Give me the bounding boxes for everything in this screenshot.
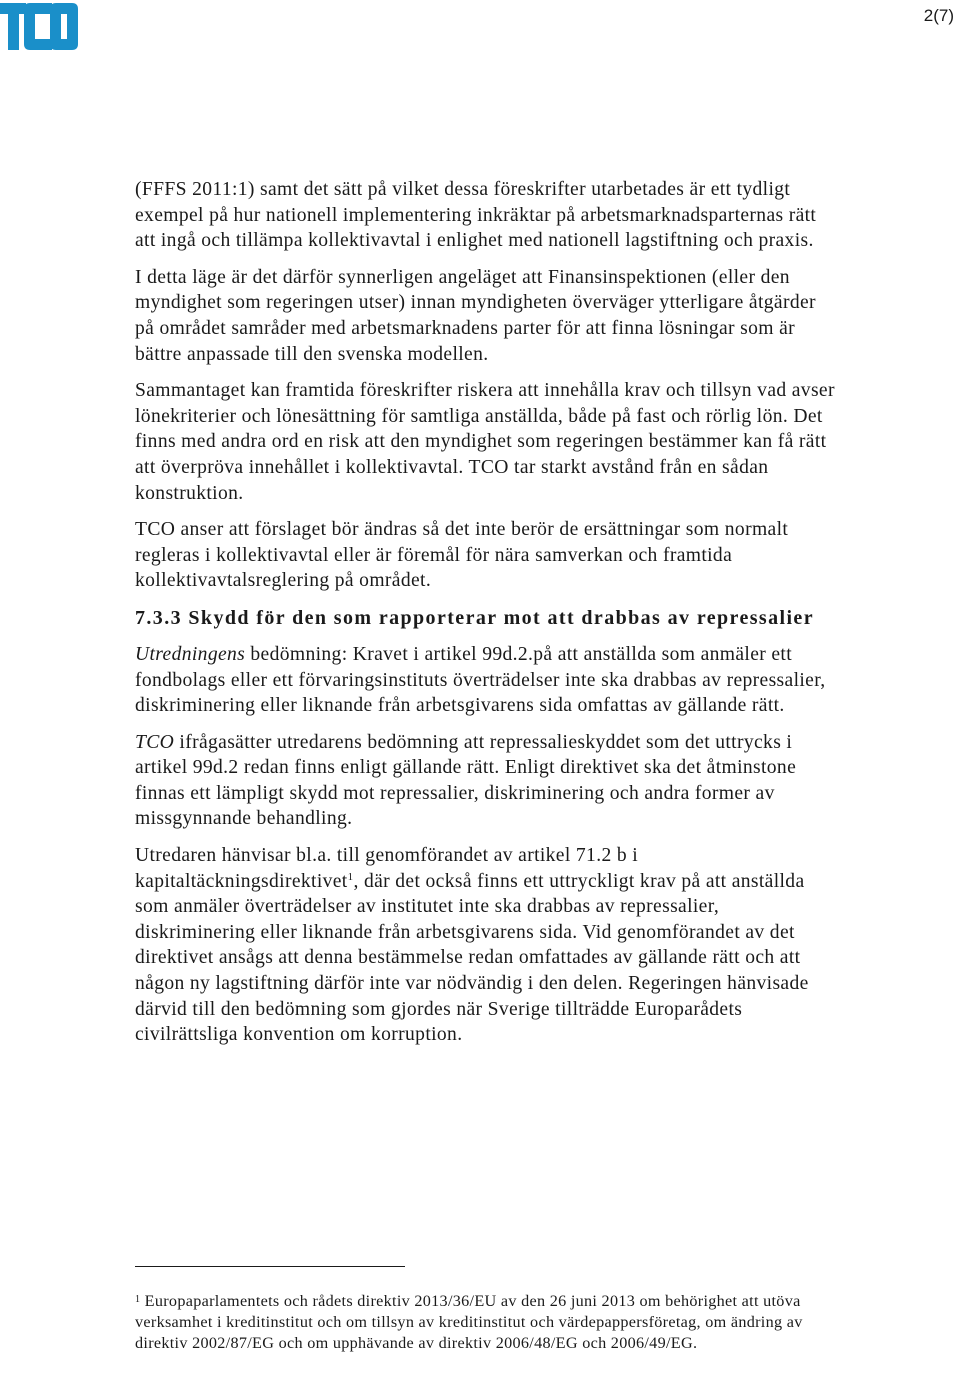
page-number: 2(7) [923,6,954,25]
paragraph-7-text-b: , där det också finns ett uttryckligt krav på att anställda som anmäler överträdelser av institutet inte ska drabbas av repressalier, diskriminering eller liknande från arbetsgivarens sida. Vid genomförandet av det direktivet ansågs att denna bestämmelse redan omfattades av gällande rätt och att någon ny lagstiftning därför inte var nödvändig i den delen. Regeringen hänvisade därvid till den bedömning som gjordes när Sverige tillträdde Europarådets civilrättsliga konvention om korruption. [135,870,809,1046]
paragraph-6-text: ifrågasätter utredarens bedömning att repressalieskyddet som det uttrycks i artikel 99d.2 redan finns enligt gällande rätt. Enligt direktivet ska det åtminstone finnas ett lämpligt skydd mot repressalier, diskriminering och andra former av missgynnande behandling. [135,731,797,830]
paragraph-5 [135,642,835,719]
tco-logo [0,3,78,53]
paragraph-7 [135,843,835,1048]
footnote-reference[interactable]: 1 [347,870,354,883]
paragraph-5-lead: Utredningens [135,643,246,665]
footnote-text: Europaparlamentets och rådets direktiv 2013/36/EU av den 26 juni 2013 om behörighet att utöva verksamhet i kreditinstitut och om tillsyn av kreditinstitut och värdepappersföretag, om ändring av direktiv 2002/87/EG och om upphävande av direktiv 2006/48/EG och 2006/49/EG. [135,1292,803,1353]
paragraph-5-text: bedömning: Kravet i artikel 99d.2.på att anställda som anmäler ett fondbolags eller ett förvaringsinstituts överträdelser inte ska drabbas av repressalier, diskriminering eller liknande från arbetsgivarens sida omfattas av gällande rätt. [135,643,826,717]
document-body [135,177,835,1059]
section-heading: 7.3.3 Skydd för den som rapporterar mot att drabbas av repressalier [135,606,814,629]
footnote-marker: 1 [135,1294,141,1305]
paragraph-7-text-a: Utredaren hänvisar bl.a. till genomförandet av artikel 71.2 b i kapitaltäckningsdirektivet [135,845,639,892]
footnote [135,1291,835,1355]
paragraph-4: TCO anser att förslaget bör ändras så det inte berör de ersättningar som normalt regleras i kollektivavtal eller är föremål för nära samverkan och framtida kollektivavtalsreglering på området. [135,519,789,592]
paragraph-1: (FFFS 2011:1) samt det sätt på vilket dessa föreskrifter utarbetades är ett tydligt exempel på hur nationell implementering inkräktar på arbetsmarknadsparternas rätt att ingå och tillämpa kollektivavtal i enlighet med nationell lagstiftning och praxis. [135,179,817,252]
paragraph-3: Sammantaget kan framtida föreskrifter riskera att innehålla krav och tillsyn vad avser lönekriterier och lönesättning för samtliga anställda, både på fast och rörlig lön. Det finns med andra ord en risk att den myndighet som regeringen bestämmer kan få rätt att överpröva innehållet i kollektivavtal. TCO tar starkt avstånd från en sådan konstruktion. [135,380,835,504]
paragraph-6 [135,730,835,832]
paragraph-2: I detta läge är det därför synnerligen angeläget att Finansinspektionen (eller den myndighet som regeringen utser) innan myndigheten överväger ytterligare åtgärder på området samråder med arbetsmarknadens parter för att finna lösningar som är bättre anpassade till den svenska modellen. [135,266,816,365]
paragraph-6-lead: TCO [135,731,175,753]
footnote-divider [135,1266,405,1267]
